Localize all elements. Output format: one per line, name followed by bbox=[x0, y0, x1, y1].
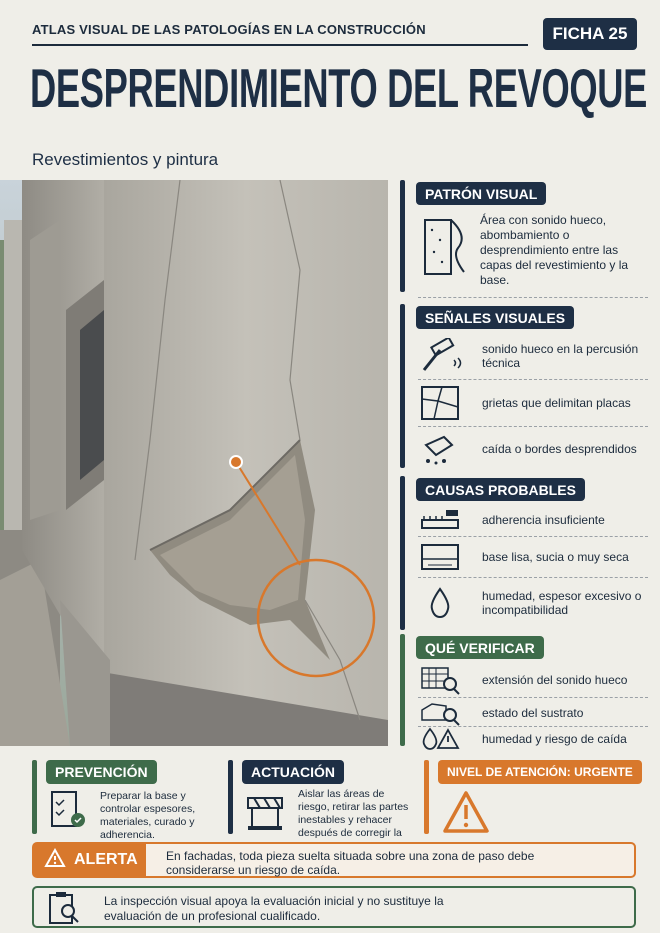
header-divider bbox=[32, 44, 528, 46]
list-item bbox=[418, 430, 648, 468]
section-bar bbox=[32, 760, 37, 834]
list-item bbox=[418, 506, 648, 534]
list-item-text: estado del sustrato bbox=[482, 705, 584, 720]
barrier-icon bbox=[244, 788, 290, 832]
list-item-text: base lisa, sucia o muy seca bbox=[482, 549, 629, 564]
verificar-section bbox=[400, 634, 652, 750]
patron-section bbox=[400, 180, 652, 296]
grid-magnifier-icon bbox=[418, 664, 462, 696]
page-title: DESPRENDIMIENTO DEL REVOQUE bbox=[30, 57, 648, 119]
page-subtitle: Revestimientos y pintura bbox=[32, 150, 219, 169]
disclaimer-text: La inspección visual apoya la evaluación inicial y no sustituye la evaluación de un profesional cualificado. bbox=[104, 894, 444, 923]
nivel-header: NIVEL DE ATENCIÓN: URGENTE bbox=[438, 760, 642, 784]
divider bbox=[418, 379, 648, 380]
list-item-text: humedad y riesgo de caída bbox=[482, 731, 627, 746]
cracked-tiles-icon bbox=[418, 385, 462, 421]
drop-warning-icon bbox=[418, 727, 462, 751]
divider bbox=[418, 536, 648, 537]
causas-section bbox=[400, 476, 652, 632]
section-bar bbox=[228, 760, 233, 834]
divider bbox=[418, 697, 648, 698]
actuacion-text: Aislar las áreas de riesgo, retirar las partes inestables y rehacer después de corregir la bbox=[298, 788, 409, 839]
list-item-text: humedad, espesor excesivo o incompatibilidad bbox=[482, 588, 642, 617]
divider bbox=[418, 426, 648, 427]
senales-header: SEÑALES VISUALES bbox=[416, 306, 574, 329]
list-item-text: adherencia insuficiente bbox=[482, 512, 605, 527]
senales-section bbox=[400, 304, 652, 470]
alert-banner bbox=[32, 842, 636, 878]
list-item bbox=[418, 664, 648, 696]
section-bar bbox=[400, 180, 405, 292]
wall-layers-icon bbox=[422, 216, 468, 278]
list-item bbox=[418, 383, 648, 423]
falling-fragment-icon bbox=[418, 431, 462, 467]
section-bar bbox=[400, 476, 405, 630]
prevencion-text: Preparar la base y controlar espesores, materiales, curado y adherencia. bbox=[100, 790, 196, 841]
actuacion-header: ACTUACIÓN bbox=[242, 760, 344, 784]
prevencion-box bbox=[32, 758, 222, 841]
section-bar bbox=[424, 760, 429, 834]
disclaimer-box bbox=[32, 886, 636, 928]
clipboard-search-icon bbox=[46, 891, 86, 925]
hammer-icon bbox=[418, 338, 462, 374]
verificar-header: QUÉ VERIFICAR bbox=[416, 636, 544, 659]
substrate-magnifier-icon bbox=[418, 700, 462, 726]
section-bar bbox=[400, 634, 405, 746]
patron-header: PATRÓN VISUAL bbox=[416, 182, 546, 205]
nivel-box bbox=[424, 758, 636, 836]
prevencion-header: PREVENCIÓN bbox=[46, 760, 157, 784]
list-item-text: grietas que delimitan placas bbox=[482, 395, 631, 410]
alert-label: ALERTA bbox=[74, 851, 138, 868]
list-item bbox=[418, 700, 648, 726]
list-item-text: caída o bordes desprendidos bbox=[482, 441, 637, 456]
divider bbox=[418, 297, 648, 298]
facade-photo bbox=[0, 180, 388, 746]
list-item-text: extensión del sonido hueco bbox=[482, 672, 628, 687]
ficha-badge: FICHA 25 bbox=[543, 18, 637, 50]
list-item bbox=[418, 727, 648, 751]
checklist-icon bbox=[48, 788, 88, 830]
list-item bbox=[418, 580, 648, 626]
actuacion-box bbox=[228, 758, 418, 839]
alert-text: En fachadas, toda pieza suelta situada sobre una zona de paso debe considerarse un riesgo de caída. bbox=[166, 849, 535, 877]
list-item bbox=[418, 336, 648, 376]
patron-text: Área con sonido hueco, abombamiento o desprendimiento entre las capas del revestimiento y la base. bbox=[480, 213, 629, 287]
divider bbox=[418, 577, 648, 578]
list-item-text: sonido hueco en la percusión técnica bbox=[482, 341, 639, 370]
warning-triangle-icon bbox=[442, 790, 490, 834]
warning-icon bbox=[44, 848, 66, 873]
section-bar bbox=[400, 304, 405, 468]
atlas-title: ATLAS VISUAL DE LAS PATOLOGÍAS EN LA CONSTRUCCIÓN bbox=[32, 22, 426, 37]
list-item bbox=[418, 539, 648, 575]
alert-tag bbox=[34, 844, 146, 876]
water-drop-icon bbox=[418, 585, 462, 621]
smooth-base-icon bbox=[418, 539, 462, 575]
trowel-icon bbox=[418, 506, 462, 534]
causas-header: CAUSAS PROBABLES bbox=[416, 478, 585, 501]
